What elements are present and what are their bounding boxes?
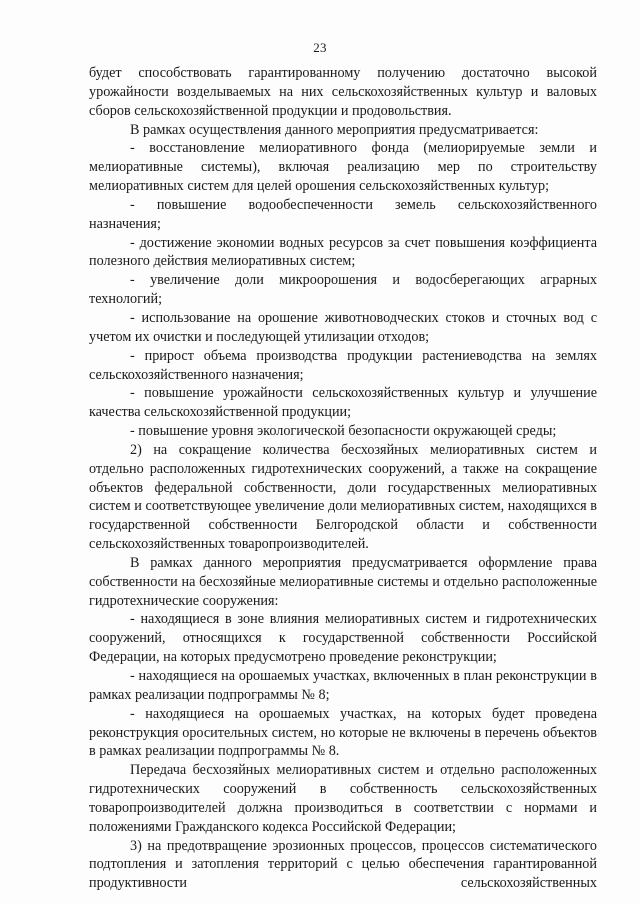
paragraph: 3) на предотвращение эрозионных процессов, процессов систематического подтопления и затопления территорий с целью обеспечения гарантированной продуктивности сельскохозяйственных [89,837,597,892]
paragraph: - повышение водообеспеченности земель сельскохозяйственного назначения; [89,196,597,232]
paragraph: - достижение экономии водных ресурсов за счет повышения коэффициента полезного действия мелиоративных систем; [89,234,597,270]
paragraph: В рамках данного мероприятия предусматривается оформление права собственности на бесхозяйные мелиоративные системы и отдельно расположенные гидротехнические сооружения: [89,554,597,609]
paragraph: В рамках осуществления данного мероприятия предусматривается: [130,121,539,138]
paragraph: - прирост объема производства продукции растениеводства на землях сельскохозяйственного назначения; [89,347,597,383]
paragraph: - повышение урожайности сельскохозяйственных культур и улучшение качества сельскохозяйственной продукции; [89,385,597,421]
paragraph: - восстановление мелиоративного фонда (мелиорируемые земли и мелиоративные системы), включая реализацию мер по строительству мелиоративных систем для целей орошения сельскохозяйственных культур; [89,140,597,195]
document-body [89,64,597,893]
paragraph: - находящиеся в зоне влияния мелиоративных систем и гидротехнических сооружений, относящихся к государственной собственности Российской Федерации, на которых предусмотрено проведение реконструкции; [89,611,597,666]
page-number: 23 [313,40,327,55]
paragraph: 2) на сокращение количества бесхозяйных мелиоративных систем и отдельно расположенных гидротехнических сооружений, а также на сокращение объектов федеральной собственности, доли государственных мелиоративных систем и соответствующее увеличение доли мелиоративных систем, находящихся в государственной собственности Белгородской области и собственности сельскохозяйственных товаропроизводителей. [89,441,597,553]
paragraph: Передача бесхозяйных мелиоративных систем и отдельно расположенных гидротехнических сооружений в собственность сельскохозяйственных товаропроизводителей должна производиться в соответствии с нормами и положениями Гражданского кодекса Российской Федерации; [89,762,597,835]
paragraph: - использование на орошение животноводческих стоков и сточных вод с учетом их очистки и последующей утилизации отходов; [89,309,597,345]
paragraph: - повышение уровня экологической безопасности окружающей среды; [130,423,557,440]
paragraph: будет способствовать гарантированному получению достаточно высокой урожайности возделываемых на них сельскохозяйственных культур и валовых сборов сельскохозяйственной продукции и продовольствия. [89,65,597,119]
paragraph: - находящиеся на орошаемых участках, на которых будет проведена реконструкция оросительных систем, но которые не включены в перечень объектов в рамках реализации подпрограммы № 8. [89,705,597,760]
paragraph: - увеличение доли микроорошения и водосберегающих аграрных технологий; [89,272,597,308]
paragraph: - находящиеся на орошаемых участках, включенных в план реконструкции в рамках реализации подпрограммы № 8; [89,668,597,703]
